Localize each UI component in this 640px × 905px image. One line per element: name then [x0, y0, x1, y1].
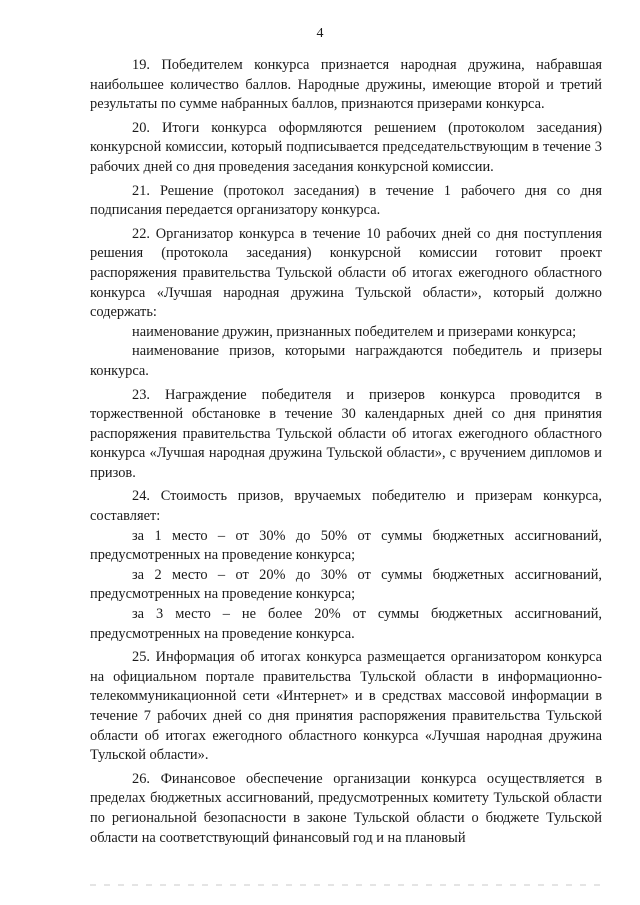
paragraph-20: 20. Итоги конкурса оформляются решением (протоколом заседания) конкурсной комиссии, который подписывается председательствующим в течение 3 рабочих дней со дня проведения заседания конкурсной комиссии. [90, 119, 602, 175]
paragraph-24: 24. Стоимость призов, вручаемых победителю и призерам конкурса, составляет: [90, 488, 602, 525]
page-number: 4 [316, 26, 324, 41]
paragraph-24-place-1: за 1 место – от 30% до 50% от суммы бюджетных ассигнований, предусмотренных на проведение конкурса; [90, 527, 602, 564]
paragraph-19: 19. Победителем конкурса признается народная дружина, набравшая наибольшее количество баллов. Народные дружины, имеющие второй и третий результаты по сумме набранных баллов, признаются призерами конкурса. [90, 57, 602, 113]
paragraph-22: 22. Организатор конкурса в течение 10 рабочих дней со дня поступления решения (протокола заседания) конкурсной комиссии готовит проект распоряжения правительства Тульской области об итогах ежегодного областного конкурса «Лучшая народная дружина Тульской области», который должно содержать: [90, 225, 602, 321]
paragraph-23: 23. Награждение победителя и призеров конкурса проводится в торжественной обстановке в течение 30 календарных дней со дня принятия распоряжения правительства Тульской области об итогах ежегодного областного конкурса «Лучшая народная дружина Тульской области», с вручением дипломов и призов. [90, 386, 602, 481]
paragraph-24-place-2: за 2 место – от 20% до 30% от суммы бюджетных ассигнований, предусмотренных на проведение конкурса; [90, 566, 602, 603]
paragraph-24-place-3: за 3 место – не более 20% от суммы бюджетных ассигнований, предусмотренных на проведение конкурса. [90, 606, 602, 642]
paragraph-26: 26. Финансовое обеспечение организации конкурса осуществляется в пределах бюджетных ассигнований, предусмотренных комитету Тульской области по региональной безопасности в законе Тульской области о бюджете Тульской области на соответствующий финансовый год и на плановый [90, 770, 602, 846]
paragraph-22-item-1: наименование дружин, признанных победителем и призерами конкурса; [132, 323, 577, 340]
scan-artifact-line [90, 884, 602, 886]
paragraph-25: 25. Информация об итогах конкурса размещается организатором конкурса на официальном портале правительства Тульской области в информационно-телекоммуникационной сети «Интернет» и в средствах массовой информации в течение 7 рабочих дней со дня принятия распоряжения правительства Тульской области об итогах ежегодного областного конкурса «Лучшая народная дружина Тульской области». [90, 649, 602, 764]
paragraph-22-item-2: наименование призов, которыми награждаются победитель и призеры конкурса. [90, 343, 602, 379]
document-body [90, 56, 602, 848]
paragraph-21: 21. Решение (протокол заседания) в течение 1 рабочего дня со дня подписания передается организатору конкурса. [90, 182, 602, 219]
